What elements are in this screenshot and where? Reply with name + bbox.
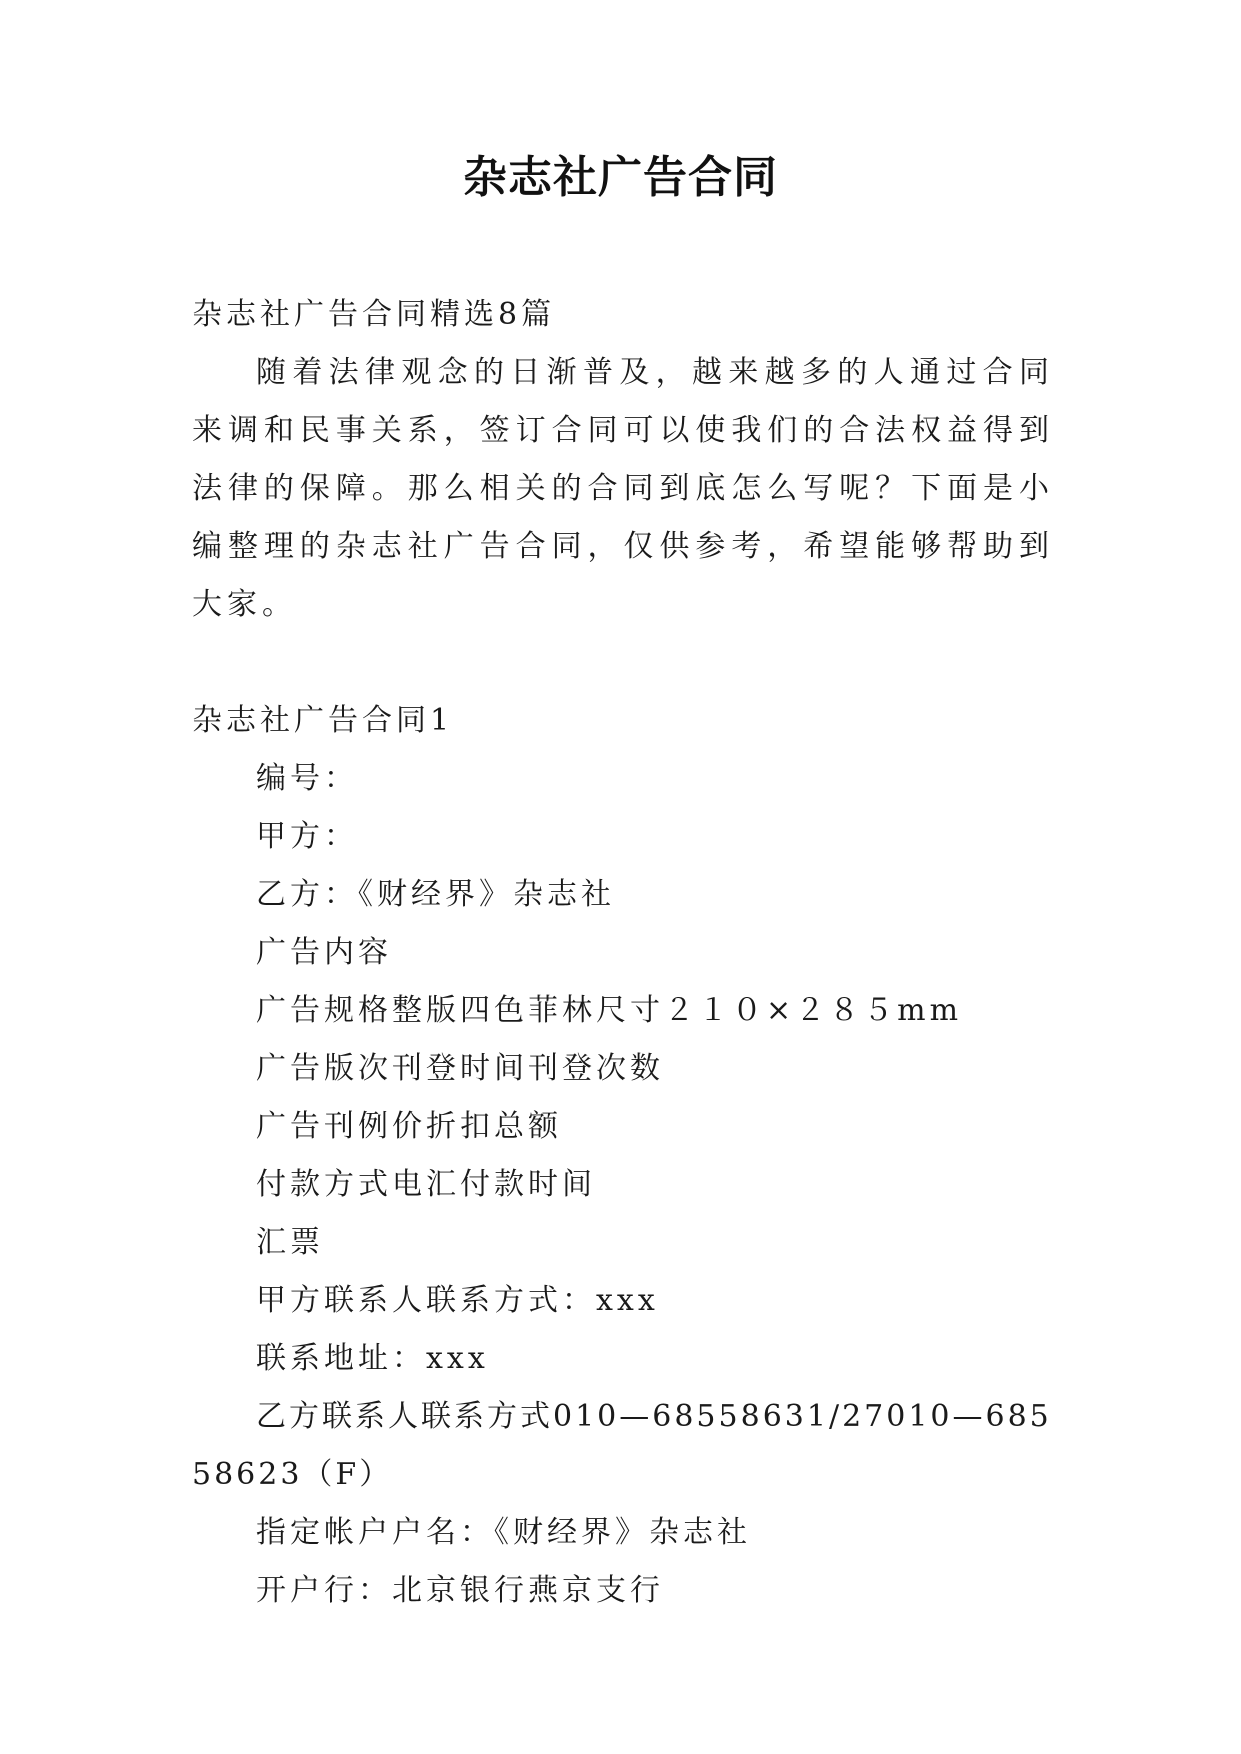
contract-line-number: 编号：	[256, 761, 358, 796]
document-title: 杂志社广告合同	[463, 152, 778, 203]
contract-line-ad-spec: 广告规格整版四色菲林尺寸２１０×２８５mm	[256, 993, 963, 1028]
contract-line-bank: 开户行：北京银行燕京支行	[256, 1573, 664, 1608]
contract-line-ad-schedule: 广告版次刊登时间刊登次数	[256, 1051, 664, 1086]
contract-line-party-b-contact: 乙方联系人联系方式010—68558631/27010—68558623（F）	[192, 1399, 1052, 1492]
contract-line-party-b: 乙方：《财经界》杂志社	[256, 877, 615, 912]
contract-line-party-a-contact: 甲方联系人联系方式：xxx	[256, 1283, 659, 1318]
contract-line-ad-price: 广告刊例价折扣总额	[256, 1109, 562, 1144]
document-body	[192, 286, 1054, 1620]
intro-paragraph: 随着法律观念的日渐普及，越来越多的人通过合同来调和民事关系，签订合同可以使我们的合法权益得到法律的保障。那么相关的合同到底怎么写呢？下面是小编整理的杂志社广告合同，仅供参考，希望能够帮助到大家。	[192, 355, 1054, 622]
contract-line-draft: 汇票	[256, 1225, 324, 1260]
contract-line-account-name: 指定帐户户名：《财经界》杂志社	[256, 1515, 751, 1550]
section-heading: 杂志社广告合同1	[192, 703, 454, 738]
contract-line-party-a: 甲方：	[256, 819, 358, 854]
document-subtitle: 杂志社广告合同精选8篇	[192, 297, 556, 332]
contract-line-ad-content: 广告内容	[256, 935, 392, 970]
paragraph-gap	[192, 634, 1054, 692]
contract-line-address: 联系地址：xxx	[256, 1341, 489, 1376]
contract-line-payment: 付款方式电汇付款时间	[256, 1167, 596, 1202]
